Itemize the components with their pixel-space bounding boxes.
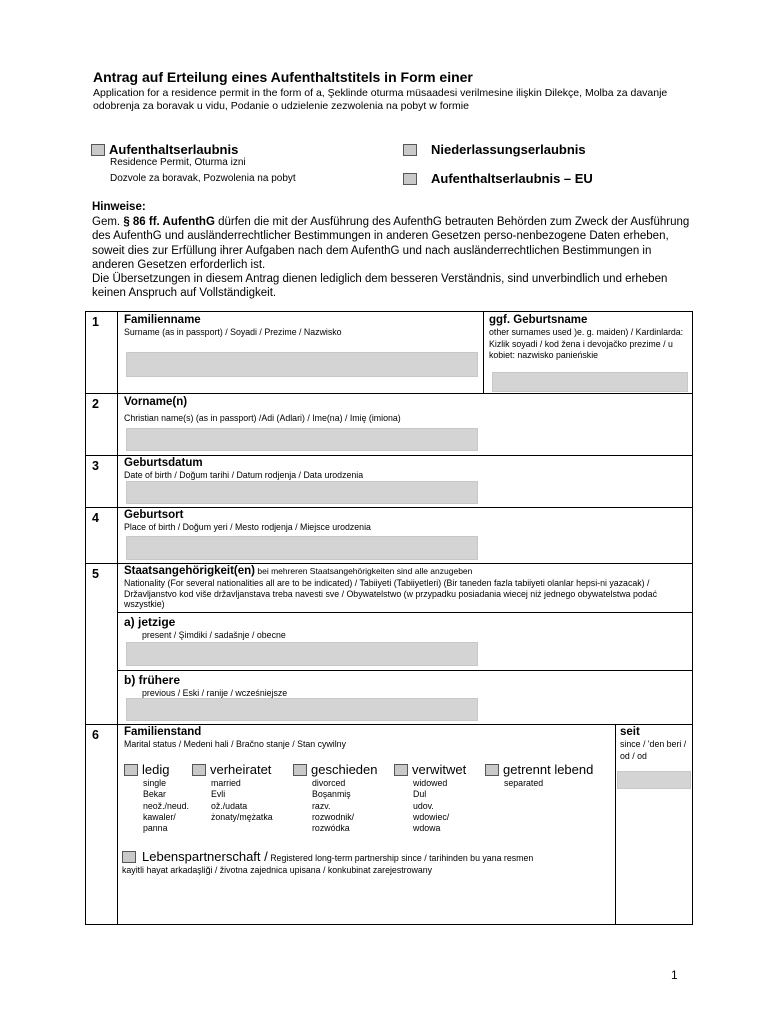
birthplace-label: Geburtsort [124, 509, 184, 521]
current-nationality-input[interactable] [126, 642, 478, 666]
marital-option-widowed[interactable] [394, 762, 466, 834]
previous-nationality-description: previous / Eski / ranije / wcześniejsze [142, 688, 288, 698]
marital-option-translations [413, 778, 466, 834]
birthname-description: other surnames used )e. g. maiden) / Kardinlarda: Kizlik soyadi / kod žena i devojačko prezime / u kobiet: nazwisko panieńskie [489, 327, 684, 360]
since-label: seit [620, 726, 640, 738]
partnership-title: Lebenspartnerschaft / [142, 849, 268, 864]
subrow-divider [117, 670, 692, 671]
single-checkbox[interactable] [124, 764, 138, 776]
permit-type-aufenthaltserlaubnis-eu[interactable] [403, 171, 593, 186]
previous-nationality-label: b) frühere [124, 673, 181, 687]
aufenthaltserlaubnis-translation-1: Residence Permit, Oturma izni [110, 157, 246, 168]
since-description: since / 'den beri / od / od [620, 739, 687, 761]
permit-type-aufenthaltserlaubnis[interactable] [91, 142, 238, 157]
hints-body: dürfen die mit der Ausführung des AufenthG betrauten Behörden zum Zweck der Ausführung des AufenthG und ausländerrechtlicher Bestimmungen in anderen Gesetzen perso-nenbezogene Daten erheben, soweit dies zur Erfüllung ihrer Aufgaben nach dem AufenthG und nach ausländerrechtlichen Bestimmungen in anderen Gesetzen erforderlich ist. [92, 216, 690, 271]
row-divider [86, 393, 692, 394]
firstname-description: Christian name(s) (as in passport) /Adi (Adlari) / Ime(na) / Imię (imiona) [124, 413, 401, 423]
birthname-label: ggf. Geburtsname [489, 314, 588, 326]
aufenthaltserlaubnis-label: Aufenthaltserlaubnis [109, 142, 239, 157]
translation-line: rozwodnik/ [312, 811, 355, 822]
translation-line: Bekar [143, 789, 166, 800]
birthdate-label: Geburtsdatum [124, 457, 203, 469]
page-number: 1 [671, 968, 678, 982]
marital-option-label: geschieden [311, 762, 378, 777]
translation-line: ož./udata [211, 800, 248, 811]
section-4-number: 4 [92, 511, 99, 525]
hints-law-reference: § 86 ff. AufenthG [123, 216, 215, 228]
translation-line: Boşanmiş [312, 789, 351, 800]
section-2-number: 2 [92, 397, 99, 411]
translation-line: married [211, 778, 241, 788]
divorced-checkbox[interactable] [293, 764, 307, 776]
partnership-checkbox[interactable] [122, 851, 136, 863]
translation-line: wdowiec/ [413, 811, 450, 822]
marital-option-label: ledig [142, 762, 170, 777]
hints-heading: Hinweise: [92, 201, 146, 213]
hints-text [92, 215, 692, 301]
application-form-table [85, 311, 693, 925]
seit-divider [615, 724, 616, 924]
birthname-input[interactable] [492, 372, 688, 392]
birthname-divider [483, 312, 484, 393]
translation-line: rozwódka [312, 823, 350, 834]
marital-option-translations [143, 778, 189, 834]
registered-partnership-option[interactable] [122, 849, 533, 864]
niederlassungserlaubnis-label: Niederlassungserlaubnis [431, 142, 586, 157]
nationality-label-main: Staatsangehörigkeit(en) [124, 565, 255, 577]
aufenthaltserlaubnis-translation-2: Dozvole za boravak, Pozwolenia na pobyt [110, 173, 296, 184]
form-title: Antrag auf Erteilung eines Aufenthaltstitels in Form einer [93, 69, 473, 85]
partnership-description: Registered long-term partnership since / tarihinden bu yana resmen [267, 853, 534, 863]
marital-option-translations [504, 778, 593, 789]
married-checkbox[interactable] [192, 764, 206, 776]
birthplace-description: Place of birth / Doğum yeri / Mesto rodjenja / Miejsce urodzenia [124, 522, 371, 532]
form-subtitle: Application for a residence permit in the form of a, Şeklinde oturma müsaadesi verilmesine ilişkin Dilekçe, Molba za davanje odobrenja za boravak u vidu, Podanie o udzielenie zezwolenia na pobyt w formie [93, 87, 668, 112]
permit-type-niederlassungserlaubnis[interactable] [403, 142, 586, 157]
marital-option-separated[interactable] [485, 762, 593, 789]
aufenthaltserlaubnis-eu-checkbox[interactable] [403, 173, 417, 185]
translation-line: udov. [413, 800, 434, 811]
marital-option-married[interactable] [192, 762, 273, 823]
translation-line: divorced [312, 778, 346, 788]
section-5-number: 5 [92, 567, 99, 581]
previous-nationality-input[interactable] [126, 698, 478, 721]
since-date-input[interactable] [617, 771, 691, 789]
row-divider [86, 724, 692, 725]
translation-line: neož./neud. [143, 800, 189, 811]
firstname-label: Vorname(n) [124, 396, 188, 408]
separated-checkbox[interactable] [485, 764, 499, 776]
marital-option-translations [211, 778, 273, 823]
translation-line: widowed [413, 778, 448, 788]
niederlassungserlaubnis-checkbox[interactable] [403, 144, 417, 156]
translation-line: wdowa [413, 823, 441, 834]
translation-line: kawaler/ [143, 811, 176, 822]
partnership-translations: kayitli hayat arkadaşliği / životna zajednica upisana / konkubinat zarejestrowany [122, 865, 433, 875]
marital-status-label: Familienstand [124, 726, 202, 738]
translation-line: żonaty/mężatka [211, 811, 273, 822]
hints-prefix: Gem. [92, 216, 124, 228]
section-1-number: 1 [92, 315, 99, 329]
birthdate-description: Date of birth / Doğum tarihi / Datum rodjenja / Data urodzenia [124, 470, 364, 480]
number-column-divider [117, 312, 118, 924]
marital-option-single[interactable] [124, 762, 189, 834]
birthplace-input[interactable] [126, 536, 478, 560]
firstname-input[interactable] [126, 428, 478, 451]
widowed-checkbox[interactable] [394, 764, 408, 776]
surname-input[interactable] [126, 352, 478, 377]
translation-line: Dul [413, 789, 427, 800]
translation-line: razv. [312, 800, 331, 811]
translation-line: single [143, 778, 166, 788]
marital-option-label: getrennt lebend [503, 762, 594, 777]
marital-option-divorced[interactable] [293, 762, 378, 834]
current-nationality-label: a) jetzige [124, 615, 176, 629]
nationality-label [124, 565, 472, 577]
nationality-label-note: bei mehreren Staatsangehörigkeiten sind alle anzugeben [255, 566, 473, 576]
surname-label: Familienname [124, 314, 201, 326]
row-divider [86, 563, 692, 564]
marital-option-label: verwitwet [412, 762, 467, 777]
row-divider [86, 455, 692, 456]
birthdate-input[interactable] [126, 481, 478, 504]
translation-line: separated [504, 778, 544, 788]
translation-line: panna [143, 823, 168, 834]
current-nationality-description: present / Şimdiki / sadašnje / obecne [142, 630, 286, 640]
nationality-description: Nationality (For several nationalities all are to be indicated) / Tabiiyeti (Tabiiyetleri) (Bir taneden fazla tabiiyeti olanlar hepsi-ni yazacak) / Državljanstvo kod više državljanstava treba navesti sve / Obywatelstwo (w przypadku posiadania wiecej niż jednego obywatelstwa podać wszystkie) [124, 578, 657, 610]
section-6-number: 6 [92, 728, 99, 742]
translation-line: Evli [211, 789, 226, 800]
hints-disclaimer: Die Übersetzungen in diesem Antrag dienen lediglich dem besseren Verständnis, sind unverbindlich und erheben keinen Anspruch auf Vollständigkeit. [92, 273, 668, 300]
marital-status-description: Marital status / Medeni hali / Bračno stanje / Stan cywilny [124, 739, 346, 749]
partnership-label [142, 849, 533, 864]
row-divider [86, 507, 692, 508]
aufenthaltserlaubnis-eu-label: Aufenthaltserlaubnis – EU [431, 171, 593, 186]
section-3-number: 3 [92, 459, 99, 473]
marital-option-translations [312, 778, 378, 834]
aufenthaltserlaubnis-checkbox[interactable] [91, 144, 105, 156]
marital-option-label: verheiratet [210, 762, 272, 777]
surname-description: Surname (as in passport) / Soyadi / Prezime / Nazwisko [124, 327, 342, 337]
subrow-divider [117, 612, 692, 613]
